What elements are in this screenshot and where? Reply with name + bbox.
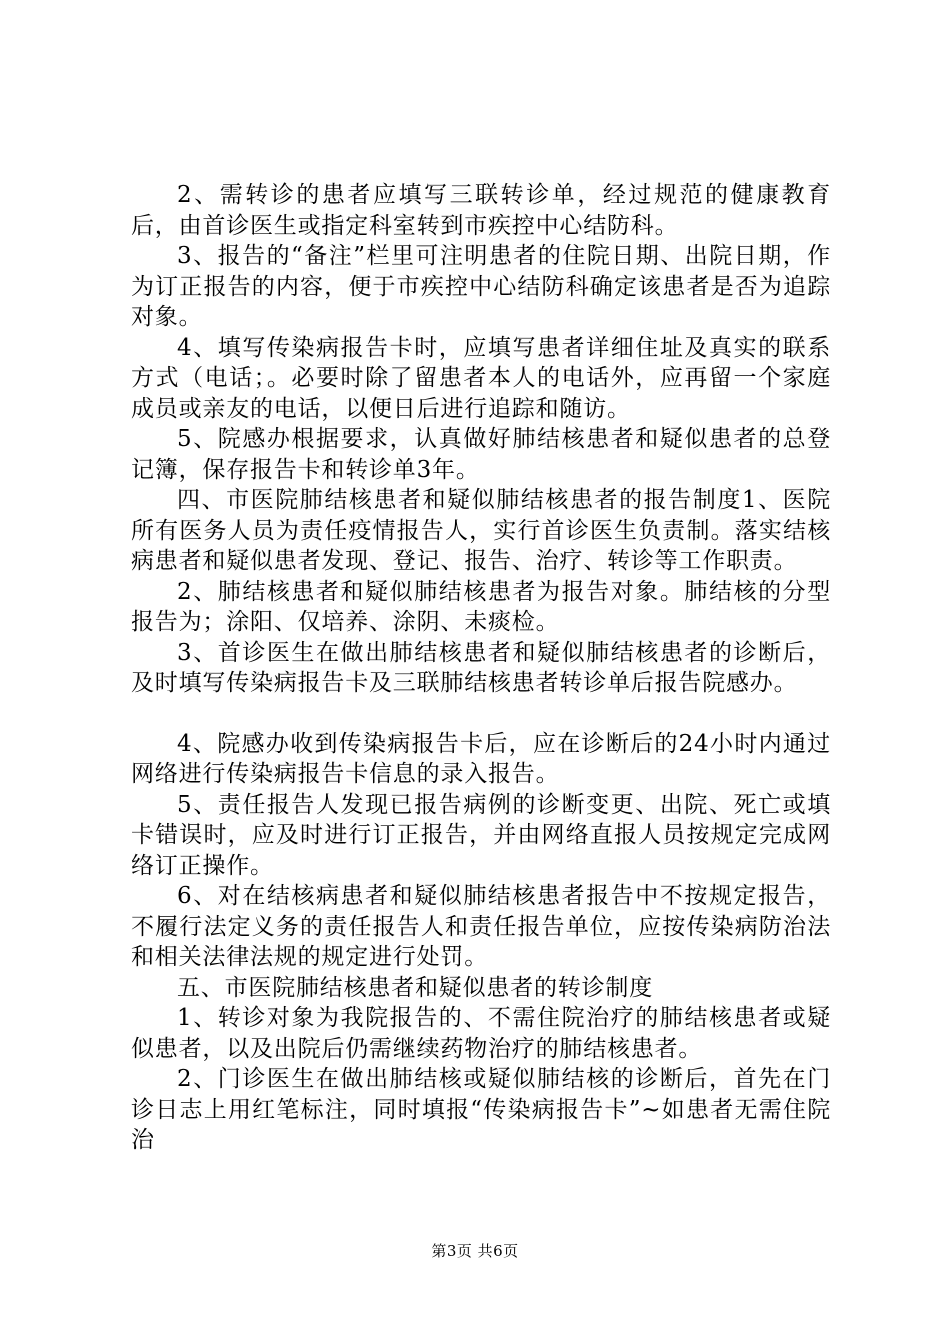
paragraph-gap (131, 699, 831, 729)
paragraph-4: 5、院感办根据要求，认真做好肺结核患者和疑似患者的总登记簿，保存报告卡和转诊单3年。 (131, 426, 831, 483)
paragraph-13: 2、门诊医生在做出肺结核或疑似肺结核的诊断后，首先在门诊日志上用红笔标注，同时填报“传染病报告卡”~如患者无需住院治 (131, 1066, 831, 1153)
paragraph-10: 6、对在结核病患者和疑似肺结核患者报告中不按规定报告，不履行法定义务的责任报告人和责任报告单位，应按传染病防治法和相关法律法规的规定进行处罚。 (131, 883, 831, 970)
paragraph-2: 3、报告的“备注”栏里可注明患者的住院日期、出院日期，作为订正报告的内容，便于市疾控中心结防科确定该患者是否为追踪对象。 (131, 243, 831, 330)
page-footer: 第3页 共6页 (431, 1242, 519, 1260)
paragraph-6: 2、肺结核患者和疑似肺结核患者为报告对象。肺结核的分型报告为；涂阳、仅培养、涂阴、未痰检。 (131, 578, 831, 635)
paragraph-3: 4、填写传染病报告卡时，应填写患者详细住址及真实的联系方式（电话；。必要时除了留患者本人的电话外，应再留一个家庭成员或亲友的电话，以便日后进行追踪和随访。 (131, 334, 831, 422)
paragraph-1: 2、需转诊的患者应填写三联转诊单，经过规范的健康教育后，由首诊医生或指定科室转到市疾控中心结防科。 (131, 182, 831, 239)
document-body (131, 180, 831, 1156)
paragraph-8: 4、院感办收到传染病报告卡后，应在诊断后的24小时内通过网络进行传染病报告卡信息的录入报告。 (131, 730, 831, 787)
paragraph-12: 1、转诊对象为我院报告的、不需住院治疗的肺结核患者或疑似患者，以及出院后仍需继续药物治疗的肺结核患者。 (131, 1005, 831, 1062)
paragraph-7: 3、首诊医生在做出肺结核患者和疑似肺结核患者的诊断后，及时填写传染病报告卡及三联肺结核患者转诊单后报告院感办。 (131, 639, 831, 696)
section-4-heading-paragraph: 四、市医院肺结核患者和疑似肺结核患者的报告制度1、医院所有医务人员为责任疫情报告人，实行首诊医生负责制。落实结核病患者和疑似患者发现、登记、报告、治疗、转诊等工作职责。 (131, 487, 831, 574)
section-5-heading: 五、市医院肺结核患者和疑似患者的转诊制度 (177, 974, 653, 1001)
paragraph-9: 5、责任报告人发现已报告病例的诊断变更、出院、死亡或填卡错误时，应及时进行订正报告，并由网络直报人员按规定完成网络订正操作。 (131, 791, 831, 879)
